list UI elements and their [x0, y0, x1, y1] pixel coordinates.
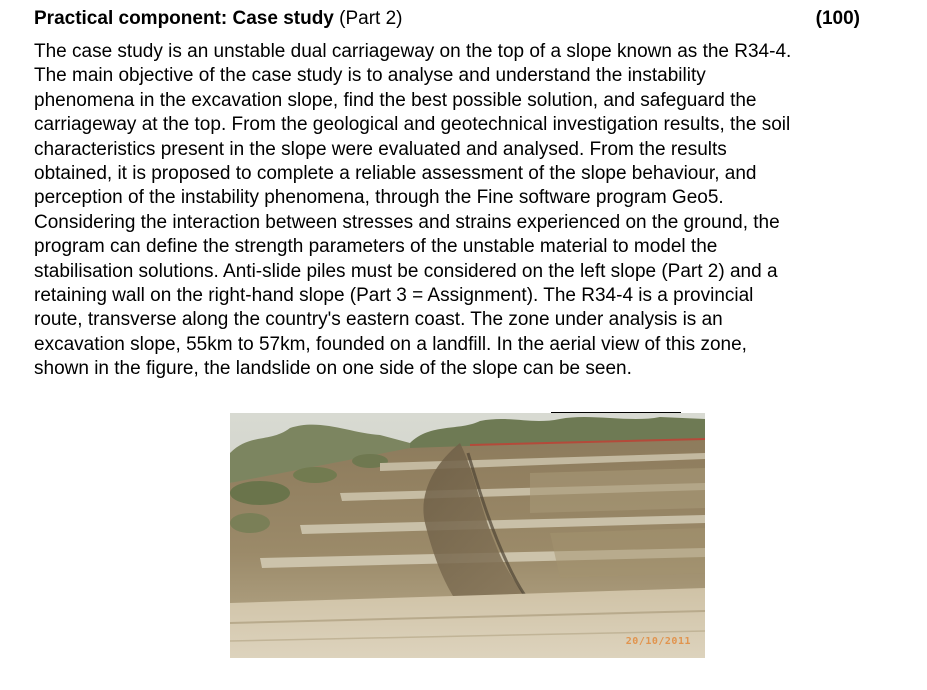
paragraph-line: characteristics present in the slope were evaluated and analysed. From the results — [34, 138, 727, 160]
paragraph-line: The main objective of the case study is to analyse and understand the instability — [34, 65, 706, 87]
heading-part: (Part 2) — [333, 8, 403, 29]
paragraph-line: route, transverse along the country's eastern coast. The zone under analysis is an — [34, 309, 723, 331]
paragraph-line: Considering the interaction between stresses and strains experienced on the ground, the — [34, 211, 780, 233]
paragraph-line: phenomena in the excavation slope, find the best possible solution, and safeguard the — [34, 89, 757, 111]
paragraph-line: excavation slope, 55km to 57km, founded on a landfill. In the aerial view of this zone, — [34, 333, 747, 355]
paragraph-line: The case study is an unstable dual carriageway on the top of a slope known as the R34-4. — [34, 41, 792, 62]
landslide-photo-drawing — [230, 413, 705, 658]
paragraph-line: stabilisation solutions. Anti-slide piles must be considered on the left slope (Part 2) and a — [34, 260, 778, 282]
paragraph-line: obtained, it is proposed to complete a reliable assessment of the slope behaviour, and — [34, 163, 757, 185]
heading-marks: (100) — [815, 8, 860, 29]
case-study-paragraph — [34, 40, 894, 382]
paragraph-line: perception of the instability phenomena, through the Fine software program Geo5. — [34, 187, 724, 209]
section-heading — [34, 6, 860, 32]
photo-date-stamp: 20/10/2011 — [625, 636, 691, 647]
paragraph-line: program can define the strength parameters of the unstable material to model the — [34, 236, 718, 258]
paragraph-line: shown in the figure, the landslide on one side of the slope can be seen. — [34, 358, 632, 380]
heading-title: Practical component: Case study — [34, 8, 334, 29]
landslide-photo — [230, 413, 705, 658]
paragraph-line: retaining wall on the right-hand slope (Part 3 = Assignment). The R34-4 is a provincial — [34, 285, 754, 307]
paragraph-line: carriageway at the top. From the geological and geotechnical investigation results, the soil — [34, 114, 791, 136]
